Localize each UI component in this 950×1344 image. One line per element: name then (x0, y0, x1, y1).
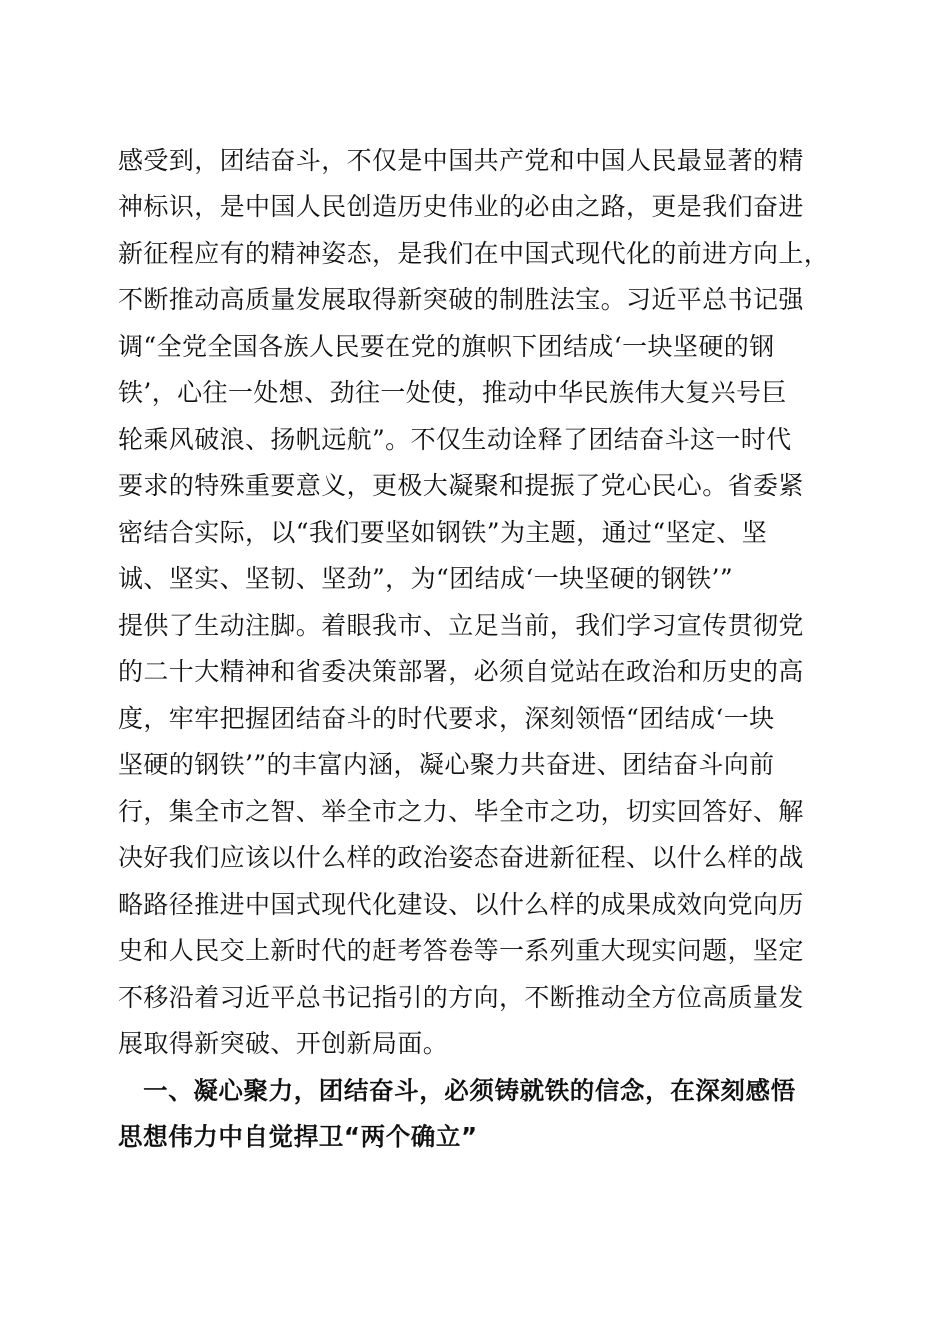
body-line-18: 史和人民交上新时代的赶考答卷等一系列重大现实问题，坚定 (118, 936, 804, 965)
body-line-20: 展取得新突破、开创新局面。 (118, 1029, 449, 1058)
body-line-7: 轮乘风破浪、扬帆远航”。不仅生动诠释了团结奋斗这一时代 (118, 425, 792, 454)
body-line-14: 坚硬的钢铁’”的丰富内涵，凝心聚力共奋进、团结奋斗向前 (118, 750, 775, 779)
body-line-16: 决好我们应该以什么样的政治姿态奋进新征程、以什么样的战 (118, 843, 804, 872)
section-heading-line-1: 一、凝心聚力，团结奋斗，必须铸就铁的信念，在深刻感悟 (118, 1076, 796, 1105)
body-line-12: 的二十大精神和省委决策部署，必须自觉站在政治和历史的高 (118, 657, 804, 686)
body-line-8: 要求的特殊重要意义，更极大凝聚和提振了党心民心。省委紧 (118, 471, 804, 500)
body-line-10: 诚、坚实、坚韧、坚劲”，为“团结成‘一块坚硬的钢铁’” (118, 564, 734, 593)
section-heading-line-2: 思想伟力中自觉捍卫“两个确立” (118, 1122, 478, 1151)
body-line-4: 不断推动高质量发展取得新突破的制胜法宝。习近平总书记强 (118, 285, 804, 314)
body-line-13: 度，牢牢把握团结奋斗的时代要求，深刻领悟“团结成‘一块 (118, 704, 775, 733)
body-line-6: 铁’，心往一处想、劲往一处使，推动中华民族伟大复兴号巨 (118, 378, 787, 407)
body-line-11: 提供了生动注脚。着眼我市、立足当前，我们学习宣传贯彻党 (118, 611, 804, 640)
body-line-3: 新征程应有的精神姿态，是我们在中国式现代化的前进方向上， (118, 239, 830, 268)
body-line-17: 略路径推进中国式现代化建设、以什么样的成果成效向党向历 (118, 890, 804, 919)
body-line-2: 神标识，是中国人民创造历史伟业的必由之路，更是我们奋进 (118, 192, 804, 221)
body-line-5: 调“全党全国各族人民要在党的旗帜下团结成‘一块坚硬的钢 (118, 332, 775, 361)
body-line-1: 感受到，团结奋斗，不仅是中国共产党和中国人民最显著的精 (118, 146, 804, 175)
body-line-9: 密结合实际，以“我们要坚如钢铁”为主题，通过“坚定、坚 (118, 518, 768, 547)
body-line-19: 不移沿着习近平总书记指引的方向，不断推动全方位高质量发 (118, 983, 804, 1012)
body-line-15: 行，集全市之智、举全市之力、毕全市之功，切实回答好、解 (118, 797, 804, 826)
